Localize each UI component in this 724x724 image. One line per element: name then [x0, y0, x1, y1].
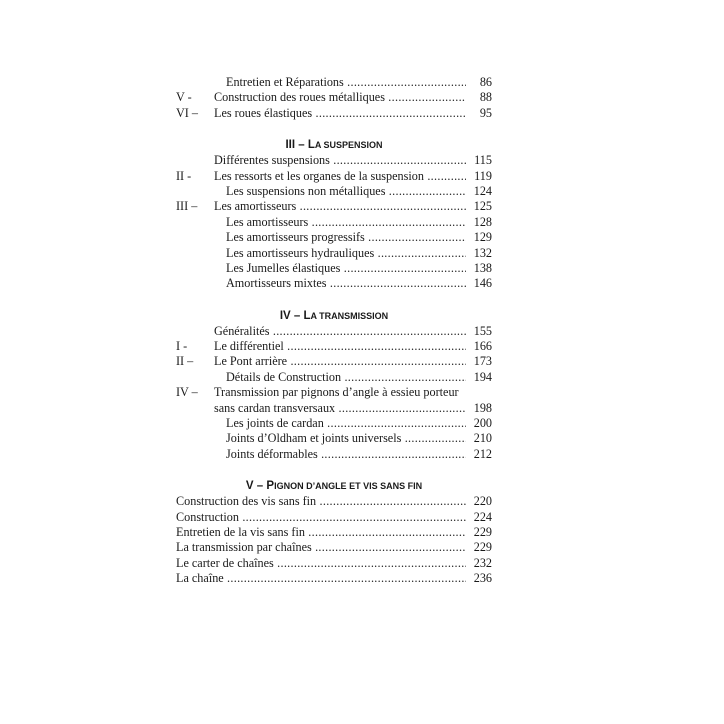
- section-heading-pignon: [176, 479, 492, 494]
- page-number: 200: [473, 416, 492, 431]
- heading-smallcaps: A SUSPENSION: [314, 140, 383, 151]
- toc-entry: [176, 401, 492, 416]
- heading-smallcaps: IGNON D’ANGLE ET VIS SANS FIN: [274, 481, 423, 492]
- page-number: 166: [473, 339, 492, 354]
- entry-title: Les suspensions non métalliques .....: [226, 184, 466, 199]
- entry-title: Entretien et Réparations .....: [226, 75, 466, 90]
- entry-title: Les amortisseurs hydrauliques .....: [226, 246, 466, 261]
- toc-entry: [176, 354, 492, 369]
- toc-entry: [176, 494, 492, 509]
- section-heading-transmission: [176, 309, 492, 324]
- page-number: 173: [473, 354, 492, 369]
- entry-title: Amortisseurs mixtes .....: [226, 276, 466, 291]
- page-number: 88: [479, 90, 492, 105]
- chapter-number: I -: [176, 339, 188, 354]
- page-number: 129: [473, 230, 492, 245]
- toc-entry: [176, 230, 492, 245]
- page-number: 229: [473, 524, 492, 539]
- chapter-number: II –: [176, 354, 194, 369]
- entry-title: Détails de Construction .....: [226, 370, 466, 385]
- entry-title: La chaîne .....: [176, 571, 466, 586]
- page-number: 138: [473, 260, 492, 275]
- table-of-contents: [176, 75, 492, 587]
- page-number: 229: [473, 540, 492, 555]
- entry-title: Les roues élastiques .....: [214, 106, 466, 121]
- page-number: 210: [473, 431, 492, 446]
- page-number: 128: [473, 214, 492, 229]
- entry-title: Le différentiel .....: [214, 339, 466, 354]
- entry-title: Les joints de cardan .....: [226, 416, 466, 431]
- page-number: 198: [473, 400, 492, 415]
- entry-title: Construction .....: [176, 510, 466, 525]
- entry-title: Joints d’Oldham et joints universels .....: [226, 431, 466, 446]
- entry-title: La transmission par chaînes .....: [176, 540, 466, 555]
- section-2-entries: [176, 75, 492, 121]
- entry-title: Entretien de la vis sans fin .....: [176, 525, 466, 540]
- toc-entry: [176, 75, 492, 90]
- toc-entry: [176, 106, 492, 121]
- toc-entry: [176, 540, 492, 555]
- heading-main: V – P: [245, 480, 275, 493]
- page-number: 125: [473, 199, 492, 214]
- page-number: 212: [473, 446, 492, 461]
- heading-smallcaps: A TRANSMISSION: [310, 310, 389, 321]
- entry-title: Le carter de chaînes .....: [176, 556, 466, 571]
- entry-title: Les amortisseurs .....: [214, 199, 466, 214]
- section-5-entries: [176, 494, 492, 586]
- chapter-number: II -: [176, 168, 192, 183]
- toc-entry: [176, 510, 492, 525]
- page-number: 236: [473, 571, 492, 586]
- page-number: 220: [473, 494, 492, 509]
- page-number: 86: [479, 75, 492, 89]
- section-heading-suspension: [176, 138, 492, 153]
- toc-entry: [176, 169, 492, 184]
- page-number: 124: [473, 183, 492, 198]
- chapter-number: V -: [176, 90, 192, 105]
- toc-entry: [176, 416, 492, 431]
- page-number: 146: [473, 276, 492, 291]
- entry-title: Construction des vis sans fin .....: [176, 494, 466, 509]
- entry-title: Les amortisseurs progressifs .....: [226, 230, 466, 245]
- page-number: 119: [474, 168, 492, 183]
- page-number: 132: [473, 245, 492, 260]
- toc-entry: [176, 556, 492, 571]
- toc-entry: [176, 153, 492, 168]
- entry-title: Différentes suspensions .....: [214, 153, 466, 168]
- chapter-number: IV –: [176, 385, 198, 400]
- toc-entry: [176, 90, 492, 105]
- toc-entry: [176, 447, 492, 462]
- toc-entry: [176, 215, 492, 230]
- heading-main: IV – L: [279, 309, 311, 322]
- entry-title: Généralités .....: [214, 324, 466, 339]
- toc-entry: [176, 261, 492, 276]
- chapter-number: III –: [176, 199, 198, 214]
- entry-title: Joints déformables .....: [226, 447, 466, 462]
- page-number: 115: [474, 153, 492, 168]
- toc-entry: [176, 276, 492, 291]
- page-number: 95: [479, 105, 492, 120]
- toc-entry: [176, 525, 492, 540]
- section-3-entries: [176, 153, 492, 292]
- entry-title: Les Jumelles élastiques .....: [226, 261, 466, 276]
- toc-entry: [176, 571, 492, 586]
- page-number: 194: [473, 369, 492, 384]
- entry-title: Construction des roues métalliques .....: [214, 90, 466, 105]
- toc-entry: [176, 246, 492, 261]
- toc-entry: [176, 370, 492, 385]
- toc-entry: [176, 339, 492, 354]
- entry-title: Transmission par pignons d’angle à essieu porteur: [214, 385, 459, 400]
- heading-main: III – L: [285, 139, 315, 152]
- page-number: 224: [473, 509, 492, 524]
- toc-entry: [176, 431, 492, 446]
- toc-entry: [176, 199, 492, 214]
- entry-title: Les ressorts et les organes de la suspension .....: [214, 169, 466, 184]
- toc-entry: [176, 184, 492, 199]
- chapter-number: VI –: [176, 105, 199, 120]
- entry-title: sans cardan transversaux .....: [214, 401, 466, 416]
- toc-entry: [176, 385, 492, 400]
- entry-title: Le Pont arrière .....: [214, 354, 466, 369]
- section-4-entries: [176, 324, 492, 463]
- entry-title: Les amortisseurs .....: [226, 215, 466, 230]
- toc-entry: [176, 324, 492, 339]
- page-number: 232: [473, 555, 492, 570]
- page-number: 155: [473, 323, 492, 338]
